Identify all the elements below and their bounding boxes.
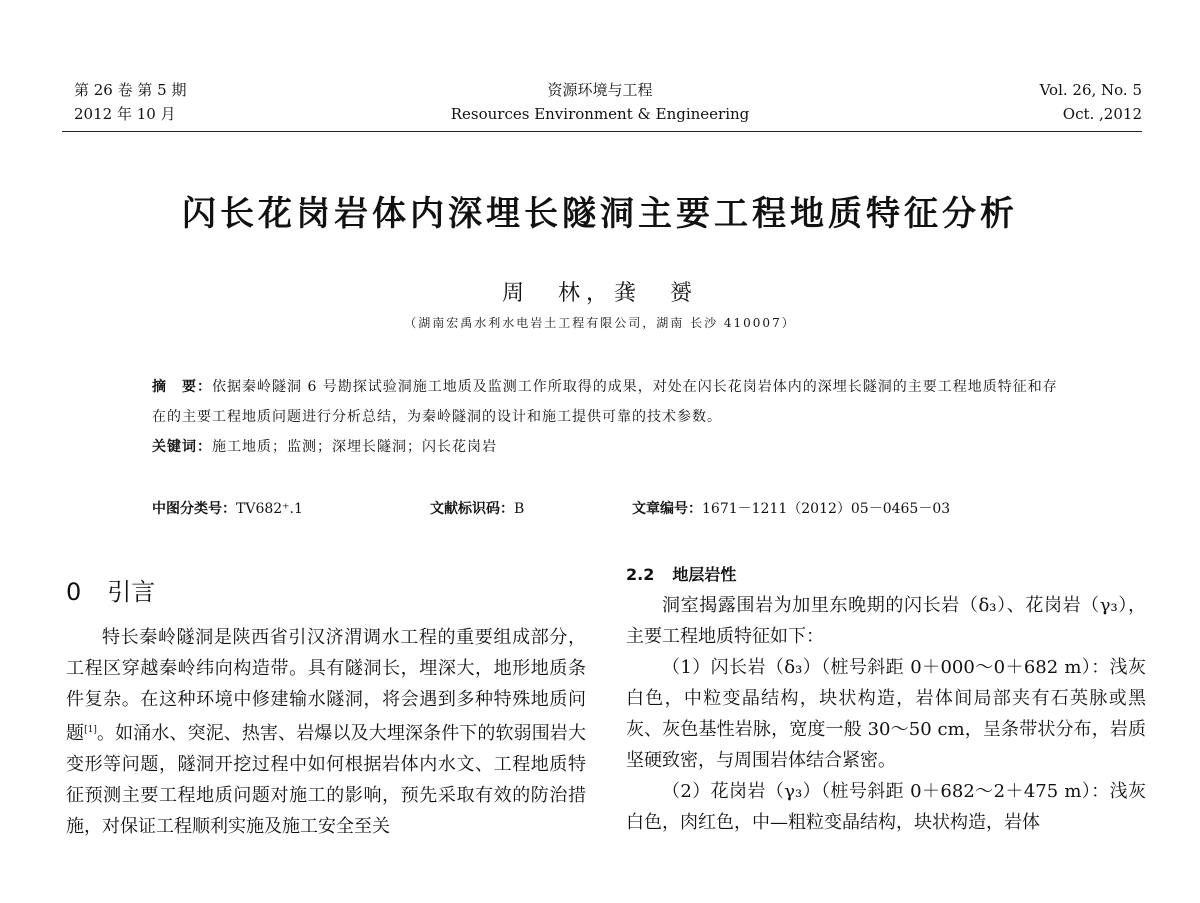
abstract-text: 依据秦岭隧洞 6 号勘探试验洞施工地质及监测工作所取得的成果，对处在闪长花岗岩体内的深埋长隧洞的主要工程地质特征和存在的主要工程地质问题进行分析总结，为秦岭隧洞的设计和施工提供可靠的技术参数。: [152, 379, 1058, 425]
clc-number: [152, 498, 303, 520]
keywords-label: 关键词：: [152, 439, 212, 455]
article-number-value: 1671－1211（2012）05－0465－03: [702, 501, 951, 517]
month-year-line: Oct. ,2012: [1062, 105, 1142, 123]
subsection-heading-lithology: [626, 560, 1146, 590]
intro-text-part1: 特长秦岭隧洞是陕西省引汉济渭调水工程的重要组成部分，工程区穿越秦岭纬向构造带。具有隧洞长，埋深大，地形地质条件复杂。在这种环境中修建输水隧洞，将会遇到多种特殊地质问题: [66, 627, 586, 744]
journal-volume-english: [1040, 78, 1142, 126]
paper-title: 闪长花岗岩体内深埋长隧洞主要工程地质特征分析: [182, 194, 1018, 234]
subsection-number: 2.2: [626, 565, 655, 584]
volume-issue-line: 第 26 卷 第 5 期: [74, 81, 187, 99]
doc-code-value: B: [514, 501, 525, 517]
vol-no-line: Vol. 26, No. 5: [1039, 81, 1142, 99]
article-number: [632, 498, 950, 520]
date-line: 2012 年 10 月: [74, 105, 176, 123]
diorite-description: （1）闪长岩（δ₃）（桩号斜距 0＋000～0＋682 m）：浅灰白色，中粒变晶结构，块状构造，岩体间局部夹有石英脉或黑灰、灰色基性岩脉，宽度一般 30～50 cm，呈条带状分布，岩质坚硬致密，与周围岩体结合紧密。: [626, 657, 1146, 771]
header-rule: [62, 131, 1142, 132]
document-code: [430, 498, 524, 520]
citation-reference: [1]: [84, 725, 97, 735]
subsection-title: 地层岩性: [672, 565, 737, 584]
article-number-label: 文章编号：: [632, 501, 702, 517]
clc-label: 中图分类号：: [152, 501, 236, 517]
introduction-paragraph: [66, 622, 586, 842]
section-title: 引言: [107, 578, 156, 606]
intro-text-part2: 。如涌水、突泥、热害、岩爆以及大埋深条件下的软弱围岩大变形等问题，隧洞开挖过程中如何根据岩体内水文、工程地质特征预测主要工程地质问题对施工的影响，预先采取有效的防治措施，对保证工程顺利实施及施工安全至关: [66, 723, 587, 837]
abstract-label: 摘 要：: [152, 379, 212, 395]
journal-name: [0, 78, 1200, 126]
keywords: [152, 432, 1072, 462]
right-column: [626, 560, 1146, 838]
doc-code-label: 文献标识码：: [430, 501, 514, 517]
left-column: [66, 560, 586, 842]
section-heading-introduction: [66, 574, 586, 610]
keywords-text: 施工地质；监测；深埋长隧洞；闪长花岗岩: [212, 439, 497, 455]
abstract: [152, 372, 1072, 432]
journal-name-english: Resources Environment & Engineering: [450, 105, 750, 123]
clc-value: TV682⁺.1: [236, 501, 303, 517]
journal-name-chinese: 资源环境与工程: [547, 81, 653, 99]
author-affiliation: （湖南宏禹水利水电岩土工程有限公司，湖南 长沙 410007）: [404, 316, 796, 330]
abstract-block: [152, 372, 1072, 462]
paper-authors: 周 林，龚 赟: [501, 281, 698, 306]
section-number: 0: [66, 578, 82, 606]
granite-description: （2）花岗岩（γ₃）（桩号斜距 0＋682～2＋475 m）：浅灰白色，肉红色，中—粗粒变晶结构，块状构造，岩体: [626, 781, 1146, 833]
lithology-intro: 洞室揭露围岩为加里东晚期的闪长岩（δ₃）、花岗岩（γ₃），主要工程地质特征如下：: [626, 595, 1146, 647]
